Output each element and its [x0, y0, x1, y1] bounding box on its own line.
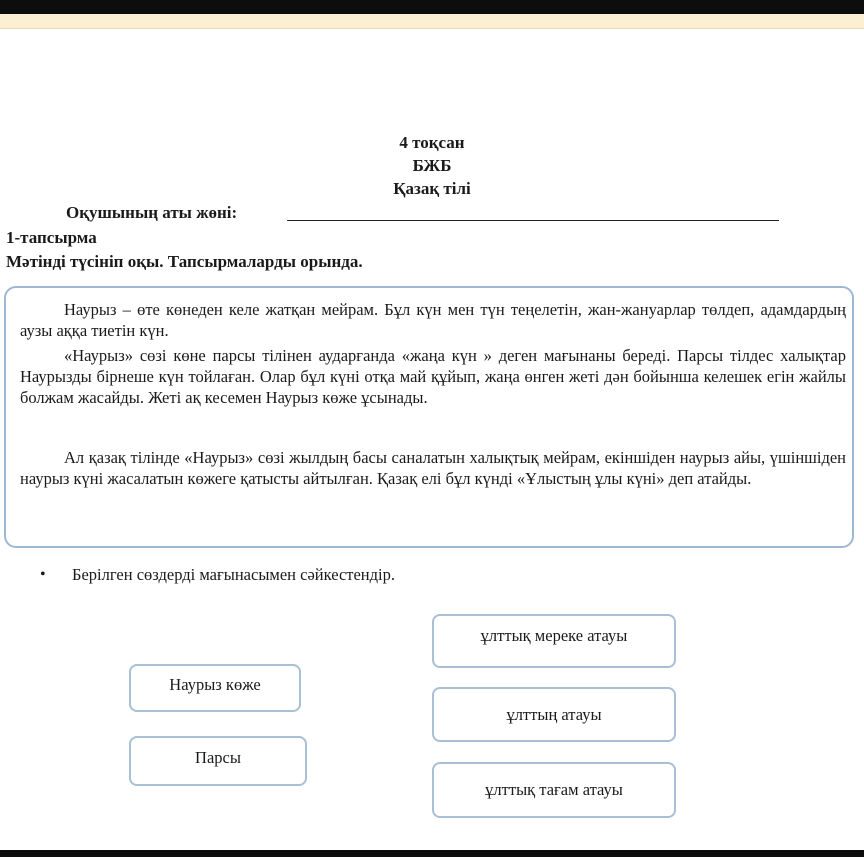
term-box-nauryz-kozhe[interactable]: Наурыз көже — [129, 664, 301, 712]
exam-heading: БЖБ — [412, 156, 452, 175]
subject-heading: Қазақ тілі — [393, 179, 471, 198]
quarter-heading: 4 тоқсан — [399, 133, 465, 152]
meaning-box-national-holiday[interactable]: ұлттық мереке атауы — [432, 614, 676, 668]
meaning-box-nation-name[interactable]: ұлттың атауы — [432, 687, 676, 742]
text-paragraph-1 — [20, 299, 846, 341]
student-name-label: Оқушының аты жөні: — [66, 203, 238, 222]
student-name-line[interactable] — [287, 220, 779, 221]
meaning-box-national-dish[interactable]: ұлттық тағам атауы — [432, 762, 676, 818]
text-paragraph-3-content: Ал қазақ тілінде «Наурыз» сөзі жылдың басы саналатын халықтық мейрам, екіншіден наурыз айы, үшіншіден наурыз күні жасалатын көжеге қатысты айтылған. Қазақ елі бұл күнді «Ұлыстың ұлы күні» деп атайды. — [20, 448, 846, 488]
top-yellow-bar — [0, 14, 864, 29]
task-title: 1-тапсырма — [6, 228, 97, 247]
term-box-parsy[interactable]: Парсы — [129, 736, 307, 786]
bottom-dark-bar — [0, 850, 864, 857]
text-paragraph-2-content: «Наурыз» сөзі көне парсы тілінен аударғанда «жаңа күн » деген мағынаны береді. Парсы тілдес халықтар Наурызды бірнеше күн тойлаған. Олар бұл күні отқа май құйып, жаңа өнген жеті дән бойынша келешек егін жайлы болжам жасайды. Жеті ақ кесемен Наурыз көже ұсынады. — [20, 346, 846, 407]
text-paragraph-2 — [20, 345, 846, 408]
matching-instruction: Берілген сөздерді мағынасымен сәйкестендір. — [72, 565, 395, 584]
task-instruction: Мәтінді түсініп оқы. Тапсырмаларды орында. — [6, 252, 363, 271]
text-paragraph-1-content: Наурыз – өте көнеден келе жатқан мейрам. Бұл күн мен түн теңелетін, жан-жануарлар төлдеп, адамдардың аузы аққа тиетін күн. — [20, 300, 846, 340]
top-dark-bar — [0, 0, 864, 14]
text-paragraph-3 — [20, 447, 846, 489]
bullet-icon: • — [40, 566, 46, 583]
